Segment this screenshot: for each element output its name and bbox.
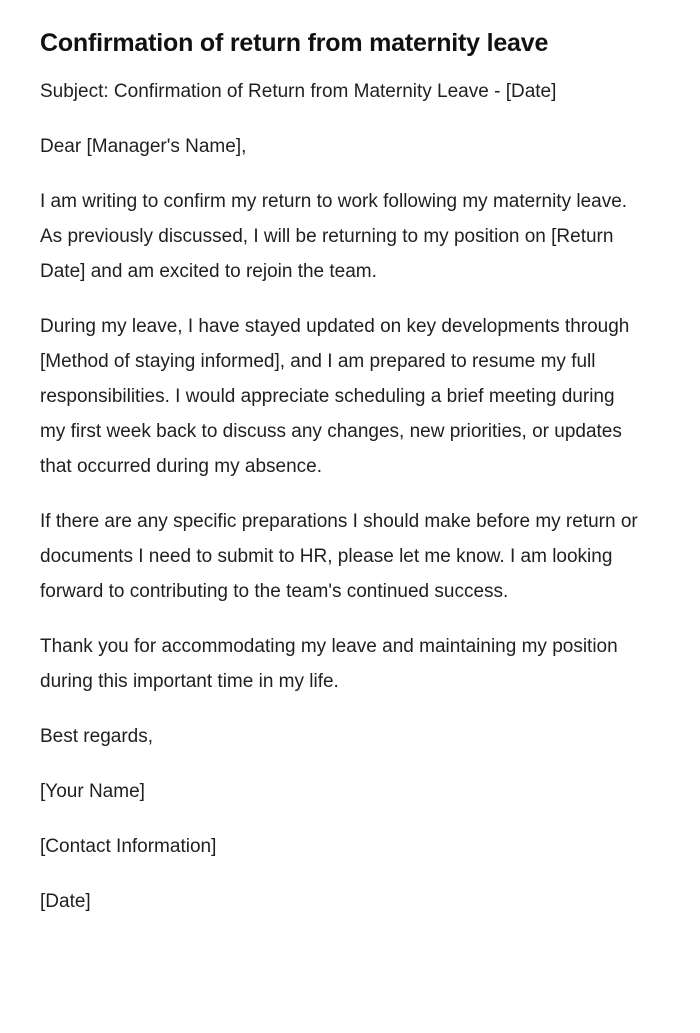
body-paragraph-4: Thank you for accommodating my leave and maintaining my position during this important time in my life. xyxy=(40,636,623,692)
body-paragraph-2: During my leave, I have stayed updated on key developments through [Method of staying informed], and I am prepared to resume my full responsibilities. I would appreciate scheduling a brief meeting during my first week back to discuss any changes, new priorities, or updates that occurred during my absence. xyxy=(40,316,635,477)
signature-name: [Your Name] xyxy=(40,781,145,802)
salutation: Dear [Manager's Name], xyxy=(40,136,247,157)
signature-date: [Date] xyxy=(40,891,91,912)
body-paragraph-1: I am writing to confirm my return to work following my maternity leave. As previously discussed, I will be returning to my position on [Return Date] and am excited to rejoin the team. xyxy=(40,191,632,282)
page-title: Confirmation of return from maternity leave xyxy=(40,29,549,57)
body-paragraph-3: If there are any specific preparations I should make before my return or documents I need to submit to HR, please let me know. I am looking forward to contributing to the team's continued success. xyxy=(40,511,644,602)
signature-contact: [Contact Information] xyxy=(40,836,217,857)
closing-line: Best regards, xyxy=(40,726,153,747)
subject-line: Subject: Confirmation of Return from Maternity Leave - [Date] xyxy=(40,81,557,102)
